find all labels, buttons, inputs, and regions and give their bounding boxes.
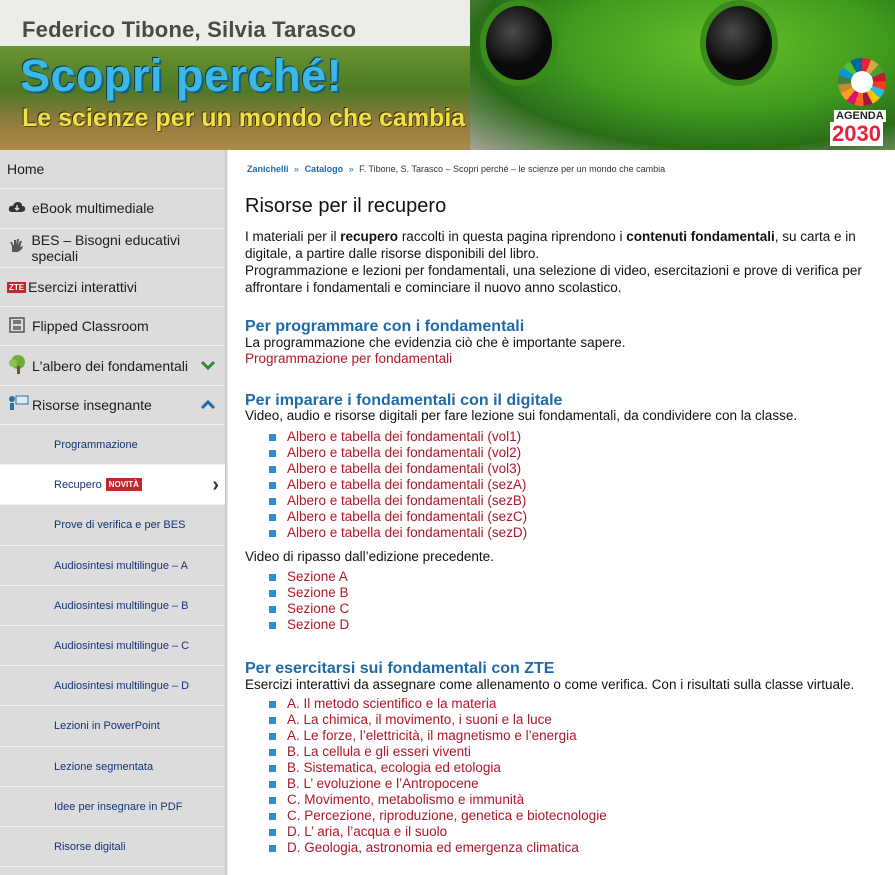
list-item-link[interactable]: Albero e tabella dei fondamentali (vol1) [269,429,527,445]
intro-bold: recupero [340,229,399,244]
chevron-right-icon: › [212,474,219,497]
section-description: Esercizi interattivi da assegnare come allenamento o come verifica. Con i risultati sulla classe virtuale. [245,677,855,692]
breadcrumb-separator: » [294,164,300,174]
frog-eye-right [700,0,778,86]
list-item-link[interactable]: D. L’ aria, l’acqua e il suolo [269,824,607,840]
subitem-risorse-digitali[interactable] [0,827,225,867]
intro-part: Programmazione e lezioni per fondamentali, una selezione di video, esercitazioni e prove di verifica per affrontare i fondamentali e cominciare il nuovo anno scolastico. [245,263,862,295]
subitem-label: Prove di verifica e per BES [54,519,186,532]
list-item-link[interactable]: C. Movimento, metabolismo e immunità [269,792,607,808]
subitem-audiosintesi-b[interactable] [0,586,225,626]
subitem-label: Audiosintesi multilingue – C [54,640,190,653]
section-heading-zte: Per esercitarsi sui fondamentali con ZTE [245,660,555,677]
intro-part: I materiali per il [245,229,341,244]
list-item-link[interactable]: Albero e tabella dei fondamentali (vol2) [269,445,527,461]
list-item-link[interactable]: Sezione B [269,585,349,601]
intro-text [245,228,875,296]
subitem-label: Risorse digitali [54,840,126,853]
breadcrumb-separator: » [348,164,354,174]
sdg-wheel-icon [838,58,886,106]
film-icon [7,317,27,336]
chevron-up-icon[interactable] [199,396,217,414]
list-item-link[interactable]: Albero e tabella dei fondamentali (sezC) [269,509,527,525]
subitem-label: Audiosintesi multilingue – D [54,680,190,693]
sidebar-item-label: BES – Bisogni educativi speciali [31,231,181,264]
list-item-link[interactable]: Albero e tabella dei fondamentali (sezA) [269,477,527,493]
section-description: La programmazione che evidenzia ciò che è importante sapere. [245,335,626,350]
section-heading-programmare: Per programmare con i fondamentali [245,318,525,335]
list-item-link[interactable]: A. Il metodo scientifico e la materia [269,696,607,712]
intro-part: raccolti in questa pagina riprendono i [398,229,627,244]
agenda-label: AGENDA [836,110,884,122]
novita-badge: NOVITÀ [106,478,142,491]
zte-links-list [269,696,607,856]
section-description: Video di ripasso dall’edizione precedente. [245,549,494,564]
sidebar-item-home[interactable] [0,150,225,189]
section-description: Video, audio e risorse digitali per fare lezione sui fondamentali, da condividere con la classe. [245,408,798,423]
link-programmazione-fondamentali[interactable]: Programmazione per fondamentali [245,351,453,366]
subitem-prove-verifica[interactable] [0,505,225,545]
sidebar-item-albero[interactable] [0,346,225,385]
list-item-link[interactable]: B. L’ evoluzione e l’Antropocene [269,776,607,792]
book-authors: Federico Tibone, Silvia Tarasco [22,17,357,42]
list-item-link[interactable]: B. La cellula e gli esseri viventi [269,744,607,760]
list-item-link[interactable]: Sezione C [269,601,349,617]
subitem-lezione-segmentata[interactable] [0,747,225,787]
subitem-programmazione[interactable] [0,425,225,465]
albero-links-list [269,429,527,541]
sidebar-item-ebook[interactable] [0,189,225,228]
sidebar-item-bes[interactable] [0,229,225,268]
book-title: Scopri perché! [20,50,343,101]
agenda-year: 2030 [832,121,881,146]
cloud-icon [7,200,27,216]
zte-logo-icon: ZTE [9,282,25,292]
subitem-label: Idee per insegnare in PDF [54,800,183,813]
subitem-label: Audiosintesi multilingue – B [54,599,189,612]
sidebar-item-label: Risorse insegnante [32,396,152,413]
subitem-label: Recupero [54,479,102,492]
header-banner [0,0,895,150]
tree-icon [7,354,27,377]
breadcrumb [247,164,665,174]
chevron-down-icon[interactable] [199,356,217,374]
list-item-link[interactable]: Albero e tabella dei fondamentali (sezD) [269,525,527,541]
page-title: Risorse per il recupero [245,195,447,217]
breadcrumb-current: F. Tibone, S. Tarasco – Scopri perché – le scienze per un mondo che cambia [359,164,666,174]
breadcrumb-zanichelli[interactable]: Zanichelli [247,164,289,174]
list-item-link[interactable]: B. Sistematica, ecologia ed etologia [269,760,607,776]
main-content [245,150,885,875]
sidebar-item-flipped[interactable] [0,307,225,346]
subitem-audiosintesi-a[interactable] [0,546,225,586]
sidebar-nav [0,150,225,875]
subitem-audiosintesi-c[interactable] [0,626,225,666]
sidebar-item-label: Home [7,161,45,178]
subitem-label: Programmazione [54,439,138,452]
agenda-2030-logo [828,58,894,148]
list-item-link[interactable]: Albero e tabella dei fondamentali (sezB) [269,493,527,509]
subitem-label: Lezioni in PowerPoint [54,720,160,733]
teacher-icon [7,395,27,414]
sidebar-item-esercizi[interactable] [0,268,225,307]
sidebar-item-risorse-insegnante[interactable] [0,386,225,425]
sidebar-item-label: L'albero dei fondamentali [32,357,189,374]
book-subtitle: Le scienze per un mondo che cambia [22,104,466,132]
subitem-idee-pdf[interactable] [0,787,225,827]
sidebar-item-label: Esercizi interattivi [28,279,138,296]
list-item-link[interactable]: C. Percezione, riproduzione, genetica e biotecnologie [269,808,607,824]
subitem-recupero[interactable] [0,465,225,505]
frog-eye-left [480,0,558,86]
list-item-link[interactable]: D. Geologia, astronomia ed emergenza climatica [269,840,607,856]
list-item-link[interactable]: A. Le forze, l’elettricità, il magnetismo e l’energia [269,728,607,744]
video-links-list [269,569,349,633]
intro-part: , su carta e in digitale, a partire dalle risorse disponibili del libro. [245,229,856,261]
hand-icon [7,238,26,257]
subitem-label: Lezione segmentata [54,760,154,773]
list-item-link[interactable]: Sezione A [269,569,349,585]
subitem-lezioni-powerpoint[interactable] [0,706,225,746]
sidebar-item-label: eBook multimediale [32,200,155,217]
intro-bold: contenuti fondamentali [626,229,775,244]
sidebar-item-label: Flipped Classroom [32,318,149,335]
breadcrumb-catalogo[interactable]: Catalogo [304,164,344,174]
section-heading-digitale: Per imparare i fondamentali con il digitale [245,392,563,409]
list-item-link[interactable]: Sezione D [269,617,349,633]
subitem-label: Audiosintesi multilingue – A [54,559,188,572]
subitem-audiosintesi-d[interactable] [0,666,225,706]
list-item-link[interactable]: Albero e tabella dei fondamentali (vol3) [269,461,527,477]
list-item-link[interactable]: A. La chimica, il movimento, i suoni e la luce [269,712,607,728]
